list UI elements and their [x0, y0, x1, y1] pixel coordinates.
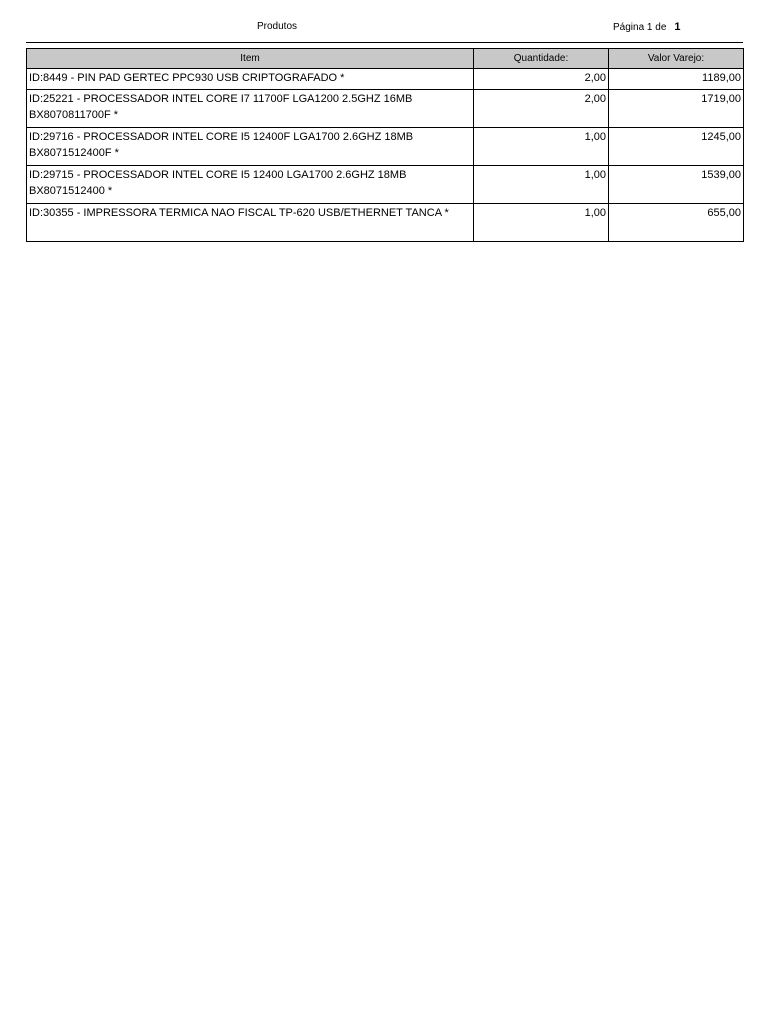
item-cell: ID:8449 - PIN PAD GERTEC PPC930 USB CRIPTOGRAFADO *: [27, 69, 474, 90]
table-row: [27, 90, 744, 128]
report-title: Produtos: [257, 21, 298, 32]
table-header-row: [27, 49, 744, 69]
quantity-cell: 2,00: [474, 90, 609, 128]
quantity-cell: 1,00: [474, 166, 609, 204]
page-header: [0, 0, 768, 42]
column-header-item: Item: [27, 49, 474, 69]
table-row: [27, 166, 744, 204]
item-cell: ID:29716 - PROCESSADOR INTEL CORE I5 12400F LGA1700 2.6GHZ 18MB BX8071512400F *: [27, 128, 474, 166]
products-table: [26, 48, 744, 242]
table-row: [27, 204, 744, 242]
page-label: Página 1 de: [613, 22, 667, 33]
page-total: 1: [674, 21, 681, 33]
table-row: [27, 128, 744, 166]
item-cell: ID:30355 - IMPRESSORA TERMICA NAO FISCAL TP-620 USB/ETHERNET TANCA *: [27, 204, 474, 242]
price-cell: 1189,00: [609, 69, 744, 90]
column-header-quantity: Quantidade:: [474, 49, 609, 69]
price-cell: 655,00: [609, 204, 744, 242]
quantity-cell: 1,00: [474, 128, 609, 166]
price-cell: 1245,00: [609, 128, 744, 166]
column-header-price: Valor Varejo:: [609, 49, 744, 69]
quantity-cell: 2,00: [474, 69, 609, 90]
price-cell: 1719,00: [609, 90, 744, 128]
item-cell: ID:25221 - PROCESSADOR INTEL CORE I7 11700F LGA1200 2.5GHZ 16MB BX8070811700F *: [27, 90, 474, 128]
header-divider: [26, 42, 743, 43]
price-cell: 1539,00: [609, 166, 744, 204]
page-indicator: [613, 21, 681, 34]
item-cell: ID:29715 - PROCESSADOR INTEL CORE I5 12400 LGA1700 2.6GHZ 18MB BX8071512400 *: [27, 166, 474, 204]
quantity-cell: 1,00: [474, 204, 609, 242]
table-row: [27, 69, 744, 90]
